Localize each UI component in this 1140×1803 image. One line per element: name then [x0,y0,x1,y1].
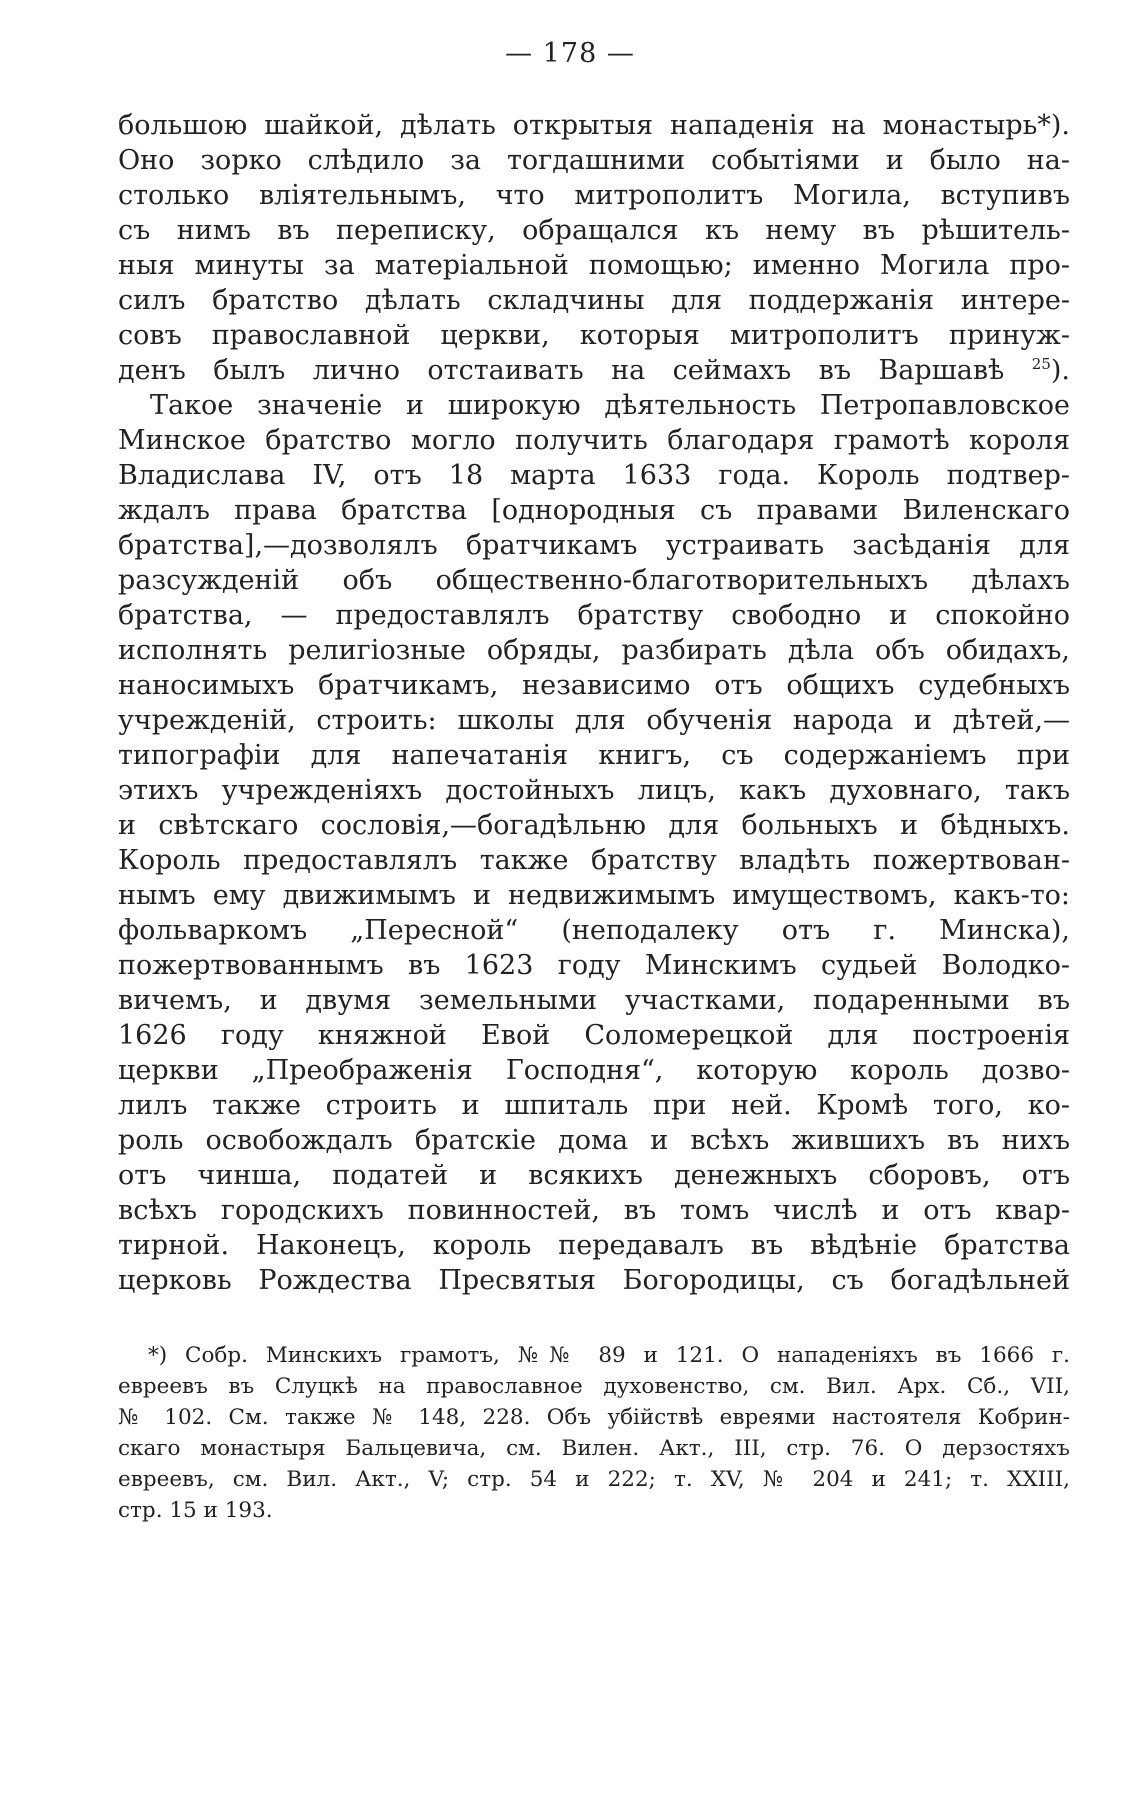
text-line: братства, — предоставлялъ братству свободно и спокойно [118,600,1070,631]
text-line: большою шайкой, дѣлать открытыя нападенія на монастырь*). [118,110,1070,141]
footnote-reference-25: 25 [1031,355,1051,373]
page-number: — 178 — [505,38,635,69]
text-line: церкви „Преображенія Господня“, которую король дозво- [118,1055,1070,1086]
text-line: наносимыхъ братчикамъ, независимо отъ общихъ судебныхъ [118,670,1070,701]
text-line: Владислава IV, отъ 18 марта 1633 года. Король подтвер- [118,460,1070,491]
text-line: и свѣтскаго сословія,—богадѣльню для больныхъ и бѣдныхъ. [118,810,1070,841]
text-line: совъ православной церкви, которыя митрополитъ принуж- [118,320,1070,351]
text-line: столько вліятельнымъ, что митрополитъ Могила, вступивъ [118,180,1070,211]
text-line: нымъ ему движимымъ и недвижимымъ имуществомъ, какъ-то: [118,880,1070,911]
text-line: ныя минуты за матеріальной помощью; именно Могила про- [118,250,1070,281]
text-line: Минское братство могло получить благодаря грамотѣ короля [118,425,1070,456]
footnote [118,1340,1070,1526]
text-line: исполнять религіозные обряды, разбирать дѣла объ обидахъ, [118,635,1070,666]
text-line: съ нимъ въ переписку, обращался къ нему въ рѣшитель- [118,215,1070,246]
footnote-line: *) Собр. Минскихъ грамотъ, №№ 89 и 121. О нападеніяхъ въ 1666 г. [148,1343,1070,1368]
body-text [118,108,1070,1298]
text-line: вичемъ, и двумя земельными участками, подаренными въ [118,985,1070,1016]
text-line: 1626 году княжной Евой Соломерецкой для построенія [118,1020,1070,1051]
text-line-main: денъ былъ лично отстаивать на сеймахъ въ Варшавѣ [118,355,1005,386]
text-line: церковь Рождества Пресвятыя Богородицы, съ богадѣльней [118,1265,1070,1296]
text-line: отъ чинша, податей и всякихъ денежныхъ сборовъ, отъ [118,1160,1070,1191]
text-line: лилъ также строить и шпиталь при ней. Кромѣ того, ко- [118,1090,1070,1121]
text-line: Король предоставлялъ также братству владѣть пожертвован- [118,845,1070,876]
text-line: ждалъ права братства [однородныя съ правами Виленскаго [118,495,1070,526]
text-line: тирной. Наконецъ, король передавалъ въ вѣдѣніе братства [118,1230,1070,1261]
text-line-paragraph-start: Такое значеніе и широкую дѣятельность Петропавловское [150,390,1070,421]
text-line: пожертвованнымъ въ 1623 году Минскимъ судьей Володко- [118,950,1070,981]
text-line-tail: ). [1050,355,1070,386]
text-line: типографіи для напечатанія книгъ, съ содержаніемъ при [118,740,1070,771]
footnote-line: евреевъ въ Слуцкѣ на православное духовенство, см. Вил. Арх. Сб., VII, [118,1374,1070,1399]
text-line: братства],—дозволялъ братчикамъ устраивать засѣданія для [118,530,1070,561]
text-line: Оно зорко слѣдило за тогдашними событіями и было на- [118,145,1070,176]
text-line: разсужденій объ общественно-благотворительныхъ дѣлахъ [118,565,1070,596]
footnote-line: скаго монастыря Бальцевича, см. Вилен. Акт., III, стр. 76. О дерзостяхъ [118,1436,1070,1461]
text-line: фольваркомъ „Пересной“ (неподалеку отъ г. Минска), [118,915,1070,946]
text-line: всѣхъ городскихъ повинностей, въ томъ числѣ и отъ квар- [118,1195,1070,1226]
text-line: роль освобождалъ братскіе дома и всѣхъ жившихъ въ нихъ [118,1125,1070,1156]
text-line: учрежденій, строить: школы для обученія народа и дѣтей,— [118,705,1070,736]
text-line: силъ братство дѣлать складчины для поддержанія интере- [118,285,1070,316]
footnote-line: № 102. См. также № 148, 228. Объ убійствѣ евреями настоятеля Кобрин- [118,1405,1070,1430]
text-line: этихъ учрежденіяхъ достойныхъ лицъ, какъ духовнаго, такъ [118,775,1070,806]
text-line-with-reference [118,353,1070,388]
footnote-line: стр. 15 и 193. [118,1498,273,1523]
footnote-line: евреевъ, см. Вил. Акт., V; стр. 54 и 222; т. XV, № 204 и 241; т. XXIII, [118,1467,1070,1492]
